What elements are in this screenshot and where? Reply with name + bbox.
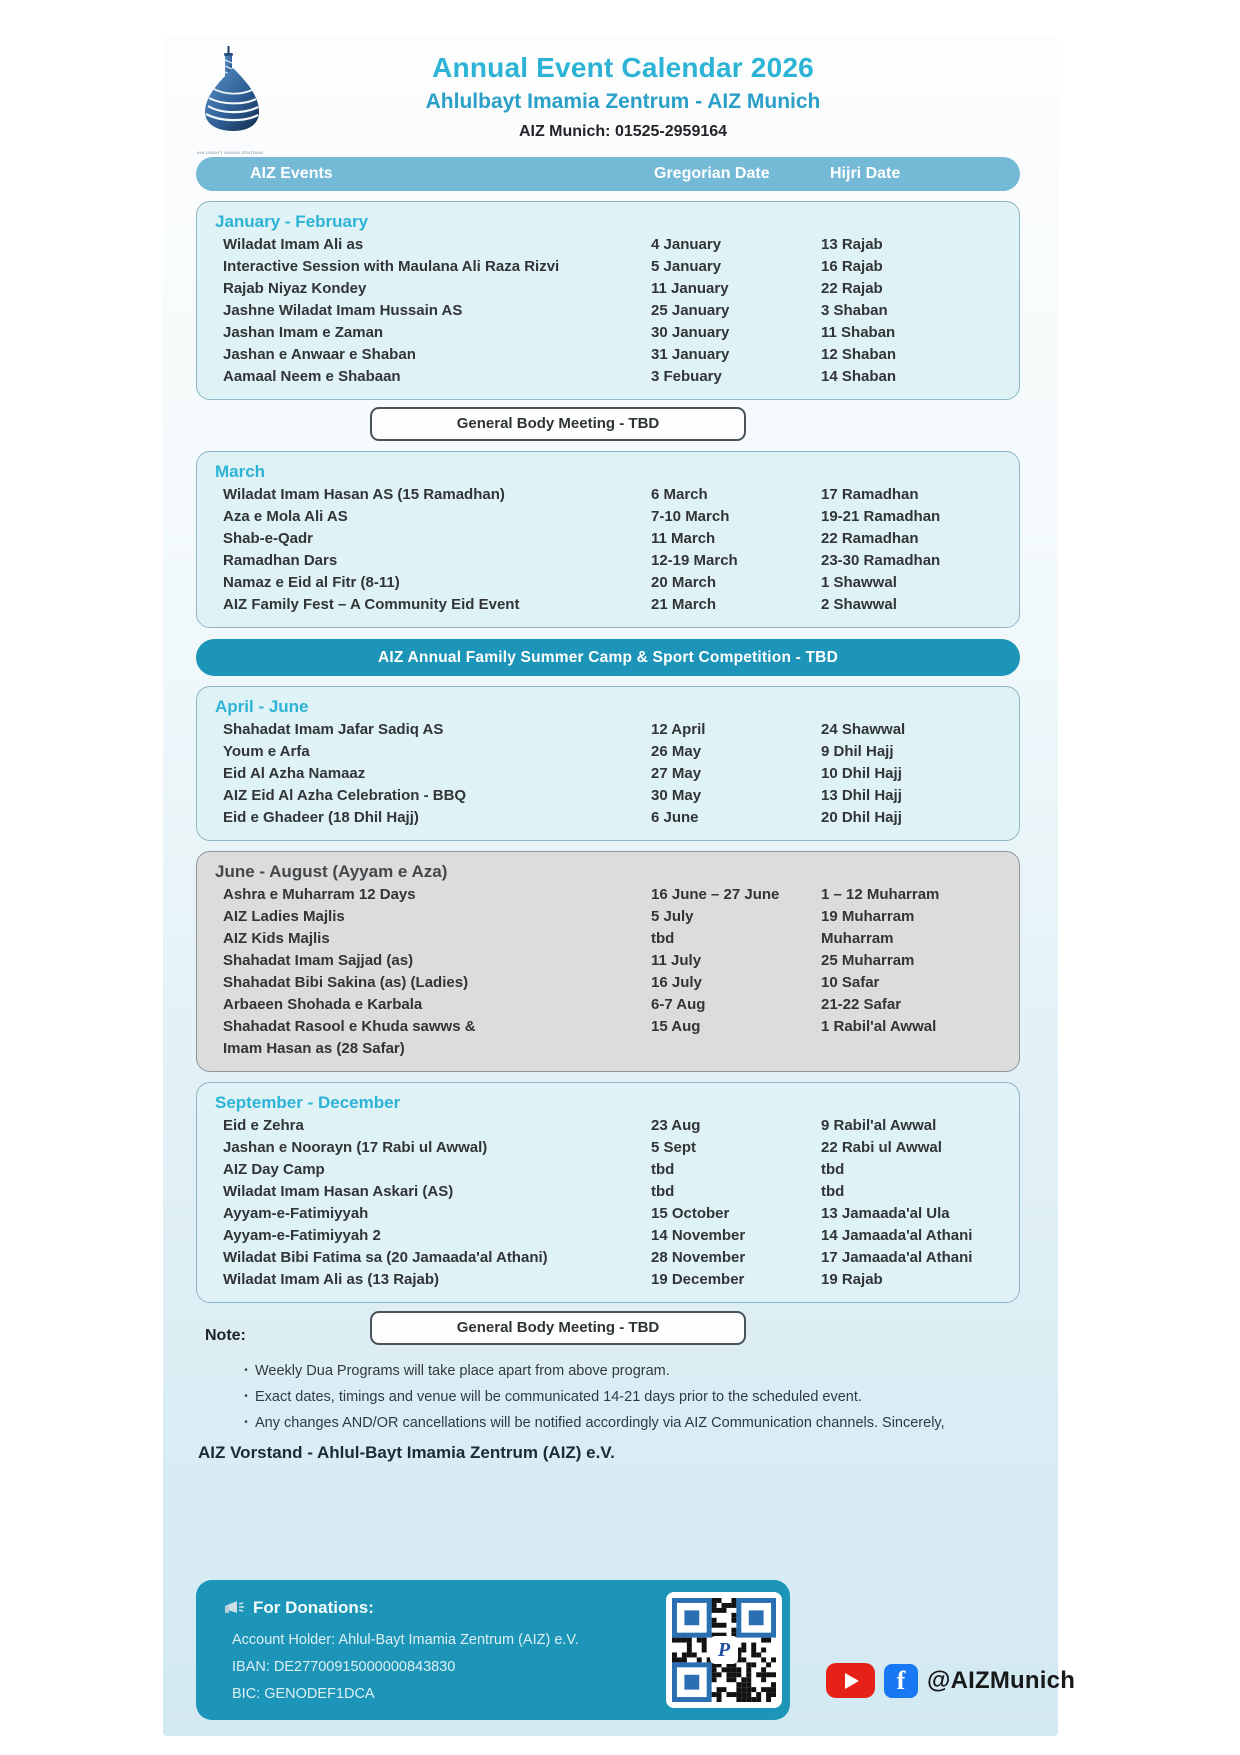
event-row	[213, 278, 1003, 300]
event-row	[213, 994, 1003, 1016]
greg-cell: 28 November	[651, 1249, 746, 1266]
hijri-cell: 22 Rabi ul Awwal	[821, 1139, 942, 1156]
event-cell: Jashne Wiladat Imam Hussain AS	[223, 302, 463, 319]
event-row	[213, 1137, 1003, 1159]
events-table	[196, 157, 1020, 1463]
section-title: June - August (Ayyam e Aza)	[215, 862, 448, 881]
event-row	[213, 1159, 1003, 1181]
note-bullet: • Exact dates, timings and venue will be communicated 14-21 days prior to the scheduled event.	[244, 1389, 862, 1405]
hijri-cell: 22 Rajab	[821, 280, 883, 297]
event-row	[213, 528, 1003, 550]
event-cell-line2: Imam Hasan as (28 Safar)	[223, 1040, 405, 1057]
hijri-cell: 13 Dhil Hajj	[821, 787, 902, 804]
greg-cell: 27 May	[651, 765, 702, 782]
event-row	[213, 550, 1003, 572]
hijri-cell: 25 Muharram	[821, 952, 915, 969]
greg-cell: 15 October	[651, 1205, 730, 1222]
hijri-cell: 23-30 Ramadhan	[821, 552, 941, 569]
event-cell: Eid e Ghadeer (18 Dhil Hajj)	[223, 809, 419, 826]
greg-cell: 5 January	[651, 258, 722, 275]
hijri-cell: 21-22 Safar	[821, 996, 902, 1013]
event-cell: Shab-e-Qadr	[223, 530, 314, 547]
hijri-cell: 19 Rajab	[821, 1271, 883, 1288]
greg-cell: 5 July	[651, 908, 694, 925]
social-handle: @AIZMunich	[927, 1666, 1076, 1694]
greg-cell: 4 January	[651, 236, 722, 253]
hijri-cell: 13 Rajab	[821, 236, 883, 253]
section-september-december	[196, 1082, 1020, 1303]
hijri-cell: 9 Dhil Hajj	[821, 743, 894, 760]
event-cell: Ashra e Muharram 12 Days	[223, 886, 416, 903]
event-cell: Aamaal Neem e Shabaan	[223, 368, 401, 385]
event-cell: Jashan e Noorayn (17 Rabi ul Awwal)	[223, 1139, 488, 1156]
section-title: April - June	[215, 697, 309, 716]
page-title: Annual Event Calendar 2026	[432, 52, 814, 83]
hijri-cell: 1 Shawwal	[821, 574, 897, 591]
greg-cell: tbd	[651, 930, 675, 947]
contact-phone: AIZ Munich: 01525-2959164	[518, 123, 728, 140]
event-row	[213, 256, 1003, 278]
event-cell: Ayyam-e-Fatimiyyah	[223, 1205, 369, 1222]
event-row	[213, 741, 1003, 763]
signature-line: AIZ Vorstand - Ahlul-Bayt Imamia Zentrum (AIZ) e.V.	[198, 1443, 615, 1462]
event-row	[213, 344, 1003, 366]
event-row	[213, 234, 1003, 256]
hijri-cell: Muharram	[821, 930, 894, 947]
megaphone-icon	[224, 1600, 246, 1617]
hijri-cell: 10 Dhil Hajj	[821, 765, 902, 782]
general-body-meeting-banner-2: General Body Meeting - TBD	[370, 1311, 746, 1345]
note-and-banner-row	[196, 1311, 1020, 1345]
event-cell: AIZ Day Camp	[223, 1161, 325, 1178]
hijri-cell: 22 Ramadhan	[821, 530, 919, 547]
column-header-hijri: Hijri Date	[830, 165, 901, 182]
section-title: March	[215, 462, 266, 481]
logo-caption: AHLULBAYT IMAMIA ZENTRUM	[197, 150, 263, 155]
hijri-cell: 19 Muharram	[821, 908, 915, 925]
hijri-cell: tbd	[821, 1183, 845, 1200]
greg-cell: tbd	[651, 1161, 675, 1178]
youtube-icon	[826, 1663, 875, 1698]
section-june-august	[196, 851, 1020, 1072]
event-cell: Wiladat Bibi Fatima sa (20 Jamaada'al Athani)	[223, 1249, 548, 1266]
section-title: January - February	[215, 212, 369, 231]
social-links	[826, 1663, 1075, 1698]
greg-cell: 30 January	[651, 324, 730, 341]
event-cell: Shahadat Bibi Sakina (as) (Ladies)	[223, 974, 469, 991]
event-cell: AIZ Ladies Majlis	[223, 908, 345, 925]
event-row	[213, 785, 1003, 807]
greg-cell: 12-19 March	[651, 552, 738, 569]
hijri-cell: 3 Shaban	[821, 302, 888, 319]
greg-cell: 5 Sept	[651, 1139, 697, 1156]
greg-cell: 6-7 Aug	[651, 996, 706, 1013]
note-bullet: • Any changes AND/OR cancellations will be notified accordingly via AIZ Communication channels. Sincerely,	[244, 1415, 945, 1431]
event-cell: Arbaeen Shohada e Karbala	[223, 996, 423, 1013]
event-row	[213, 807, 1003, 829]
section-january-february	[196, 201, 1020, 400]
event-cell: Jashan Imam e Zaman	[223, 324, 384, 341]
donations-heading: For Donations:	[224, 1598, 374, 1618]
hijri-cell: 17 Ramadhan	[821, 486, 919, 503]
hijri-cell: 17 Jamaada'al Athani	[821, 1249, 973, 1266]
event-cell: Eid Al Azha Namaaz	[223, 765, 366, 782]
event-row	[213, 972, 1003, 994]
greg-cell: 23 Aug	[651, 1117, 701, 1134]
greg-cell: tbd	[651, 1183, 675, 1200]
greg-cell: 21 March	[651, 596, 717, 613]
greg-cell: 26 May	[651, 743, 702, 760]
paypal-qr-code	[666, 1592, 782, 1708]
event-row	[213, 366, 1003, 388]
account-holder-line: Account Holder: Ahlul-Bayt Imamia Zentrum (AIZ) e.V.	[232, 1632, 579, 1648]
event-row	[213, 1225, 1003, 1247]
event-row	[213, 950, 1003, 972]
event-row	[213, 1203, 1003, 1225]
hijri-cell: 19-21 Ramadhan	[821, 508, 941, 525]
hijri-cell: 2 Shawwal	[821, 596, 897, 613]
event-row	[213, 506, 1003, 528]
greg-cell: 7-10 March	[651, 508, 730, 525]
hijri-cell: 20 Dhil Hajj	[821, 809, 902, 826]
greg-cell: 11 March	[651, 530, 716, 547]
greg-cell: 19 December	[651, 1271, 745, 1288]
title-block	[253, 52, 993, 141]
greg-cell: 20 March	[651, 574, 717, 591]
section-march	[196, 451, 1020, 628]
general-body-meeting-banner: General Body Meeting - TBD	[370, 407, 746, 441]
event-cell: Youm e Arfa	[223, 743, 310, 760]
event-row	[213, 906, 1003, 928]
event-cell: Wiladat Imam Hasan Askari (AS)	[223, 1183, 454, 1200]
event-row	[213, 884, 1003, 906]
greg-cell: 16 June – 27 June	[651, 886, 780, 903]
event-cell: Wiladat Imam Ali as (13 Rajab)	[223, 1271, 440, 1288]
column-header-events: AIZ Events	[250, 165, 333, 182]
donations-box	[196, 1580, 790, 1720]
event-row	[213, 1181, 1003, 1203]
column-header-gregorian: Gregorian Date	[654, 165, 770, 182]
event-cell: Shahadat Rasool e Khuda sawws &	[223, 1018, 476, 1035]
hijri-cell: 14 Shaban	[821, 368, 897, 385]
greg-cell: 3 Febuary	[651, 368, 722, 385]
event-cell: Eid e Zehra	[223, 1117, 304, 1134]
event-cell: Aza e Mola Ali AS	[223, 508, 348, 525]
summer-camp-banner: AIZ Annual Family Summer Camp & Sport Competition - TBD	[196, 639, 1020, 676]
event-cell: AIZ Kids Majlis	[223, 930, 330, 947]
note-bullets	[196, 1358, 1020, 1436]
hijri-cell: 9 Rabil'al Awwal	[821, 1117, 937, 1134]
event-cell: Shahadat Imam Jafar Sadiq AS	[223, 721, 444, 738]
event-row	[213, 763, 1003, 785]
event-row	[213, 719, 1003, 741]
hijri-cell: 10 Safar	[821, 974, 880, 991]
greg-cell: 12 April	[651, 721, 706, 738]
hijri-cell: 1 – 12 Muharram	[821, 886, 940, 903]
hijri-cell: 13 Jamaada'al Ula	[821, 1205, 950, 1222]
event-cell: Ramadhan Dars	[223, 552, 338, 569]
event-row	[213, 322, 1003, 344]
event-cell: Interactive Session with Maulana Ali Raza Rizvi	[223, 258, 560, 275]
document-panel	[163, 36, 1076, 1736]
event-cell: AIZ Eid Al Azha Celebration - BBQ	[223, 787, 467, 804]
event-row	[213, 1115, 1003, 1137]
hijri-cell: tbd	[821, 1161, 845, 1178]
iban-line: IBAN: DE27700915000000843830	[232, 1659, 456, 1675]
event-row	[213, 1016, 1003, 1038]
note-bullet: • Weekly Dua Programs will take place apart from above program.	[244, 1363, 670, 1379]
event-cell: Rajab Niyaz Kondey	[223, 280, 367, 297]
event-cell: Wiladat Imam Ali as	[223, 236, 364, 253]
greg-cell: 25 January	[651, 302, 730, 319]
footer-area	[196, 1580, 1076, 1725]
hijri-cell: 14 Jamaada'al Athani	[821, 1227, 973, 1244]
greg-cell: 6 March	[651, 486, 708, 503]
hijri-cell: 16 Rajab	[821, 258, 883, 275]
section-title: September - December	[215, 1093, 401, 1112]
event-cell: Shahadat Imam Sajjad (as)	[223, 952, 414, 969]
paypal-logo: P	[710, 1636, 738, 1664]
section-april-june	[196, 686, 1020, 841]
event-row	[213, 300, 1003, 322]
hijri-cell: 1 Rabil'al Awwal	[821, 1018, 937, 1035]
event-row	[213, 594, 1003, 616]
hijri-cell: 12 Shaban	[821, 346, 897, 363]
event-row	[213, 484, 1003, 506]
event-row	[213, 572, 1003, 594]
hijri-cell: 24 Shawwal	[821, 721, 906, 738]
note-label: Note:	[205, 1327, 246, 1344]
event-cell: Wiladat Imam Hasan AS (15 Ramadhan)	[223, 486, 505, 503]
greg-cell: 30 May	[651, 787, 702, 804]
event-row	[213, 928, 1003, 950]
greg-cell: 11 January	[651, 280, 729, 297]
event-row	[213, 1269, 1003, 1291]
event-cell: Namaz e Eid al Fitr (8-11)	[223, 574, 400, 591]
greg-cell: 31 January	[651, 346, 730, 363]
greg-cell: 6 June	[651, 809, 699, 826]
hijri-cell: 11 Shaban	[821, 324, 896, 341]
greg-cell: 14 November	[651, 1227, 746, 1244]
event-row	[213, 1247, 1003, 1269]
greg-cell: 15 Aug	[651, 1018, 701, 1035]
facebook-icon: f	[884, 1664, 918, 1698]
event-cell: Ayyam-e-Fatimiyyah 2	[223, 1227, 381, 1244]
greg-cell: 11 July	[651, 952, 702, 969]
table-header	[196, 157, 1020, 191]
page-subtitle: Ahlulbayt Imamia Zentrum - AIZ Munich	[425, 90, 821, 113]
event-cell: AIZ Family Fest – A Community Eid Event	[223, 596, 520, 613]
event-cell: Jashan e Anwaar e Shaban	[223, 346, 416, 363]
greg-cell: 16 July	[651, 974, 702, 991]
bic-line: BIC: GENODEF1DCA	[232, 1686, 375, 1702]
